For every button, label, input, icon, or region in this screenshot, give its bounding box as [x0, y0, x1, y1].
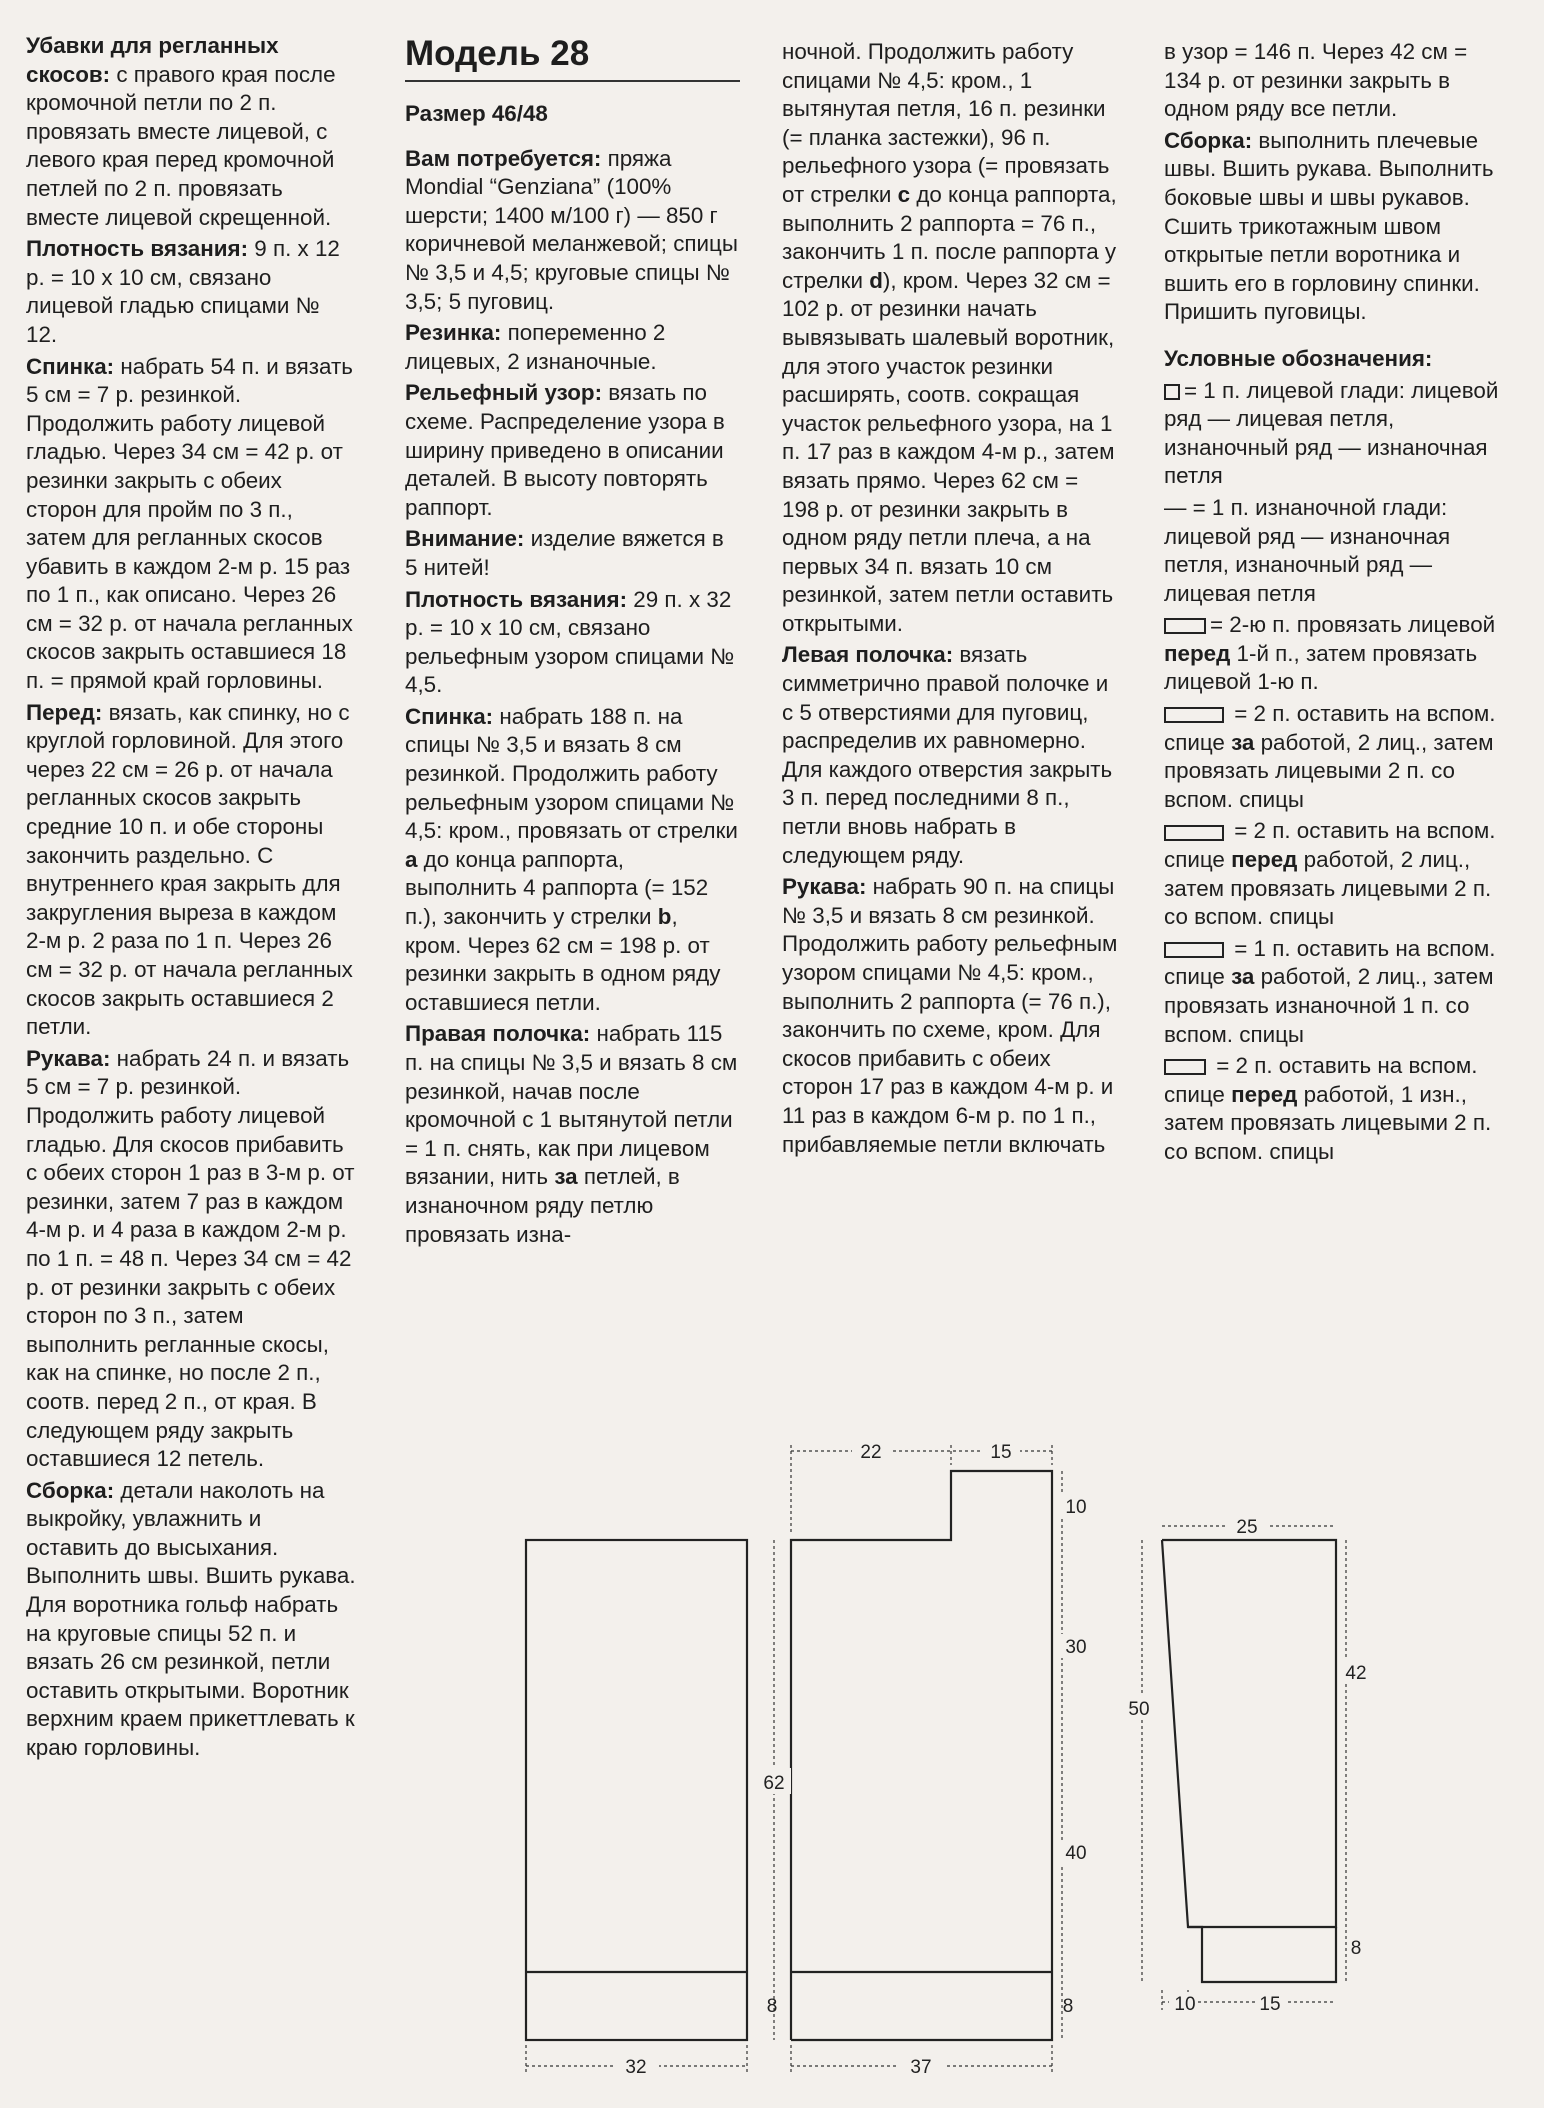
dim-sleeve-upper: 42: [1345, 1663, 1367, 1684]
legend-item-knit: = 1 п. лицевой глади: лицевой ряд — лицевая петля, изнаночный ряд — изнаночная петля: [1164, 377, 1499, 489]
dim-front-top-a: 22: [860, 1442, 882, 1463]
legend-title: Условные обозначения:: [1164, 345, 1433, 371]
paragraph-gauge: Плотность вязания: 9 п. х 12 р. = 10 х 10 см, связано лицевой гладью спицами № 12.: [26, 236, 340, 347]
purl-dash-icon: —: [1164, 494, 1187, 520]
paragraph-back-2: Спинка: набрать 188 п. на спицы № 3,5 и вязать 8 см резинкой. Продолжить работу рельефным узором спицами № 4,5: кром., провязать от стрелки а до конца раппорта, выполнить 4 раппорта (= 152 п.), закончить у стрелки b, кром. Через 62 см = 198 р. от резинки закрыть в одном ряду оставшиеся петли.: [405, 703, 738, 1015]
dim-front-collar: 10: [1065, 1497, 1087, 1518]
dim-back-width: 32: [625, 2057, 647, 2078]
paragraph-assembly: Сборка: детали наколоть на выкройку, увлажнить и оставить до высыхания. Выполнить швы. Вшить рукава. Для воротника гольф набрать на круговые спицы 52 п. и вязать 26 см резинкой, петли оставить открытыми. Воротник верхним краем прикеттлевать к краю горловины.: [26, 1477, 356, 1761]
dim-front-width: 37: [910, 2057, 932, 2078]
paragraph-relief-pattern: Рельефный узор: вязать по схеме. Распределение узора в ширину приведено в описании деталей. В высоту повторять раппорт.: [405, 380, 725, 520]
paragraph-front: Перед: вязать, как спинку, но с круглой горловиной. Для этого через 22 см = 26 р. от начала регланных скосов закрыть средние 10 п. и обе стороны закончить раздельно. С внутреннего края закрыть для закругления выреза в каждом 2-м р. 2 раза по 1 п. Через 26 см = 32 р. от начала регланных скосов закрыть оставшиеся 2 петли.: [26, 699, 353, 1040]
paragraph-right-front: Правая полочка: набрать 115 п. на спицы № 3,5 и вязать 8 см резинкой, начав после кромочной с 1 вытянутой петли = 1 п. снять, как при лицевом вязании, нить за петлей, в изнаночном ряду петлю провязать изна-: [405, 1021, 738, 1247]
paragraph-left-front: Левая полочка: вязать симметрично правой полочке и с 5 отверстиями для пуговиц, распределив их равномерно. Для каждого отверстия закрыть 3 п. перед последними 8 п., петли вновь набрать в следующем ряду.: [782, 642, 1113, 868]
size-label: Размер 46/48: [405, 101, 548, 126]
paragraph-sleeves-cont: в узор = 146 п. Через 42 см = 134 р. от резинки закрыть в одном ряду все петли.: [1164, 39, 1468, 122]
paragraph-right-front-cont: ночной. Продолжить работу спицами № 4,5: кром., 1 вытянутая петля, 16 п. резинки (= планка застежки), 96 п. рельефного узора (= провязать от стрелки с до конца раппорта, выполнить 2 раппорта = 76 п., закончить 1 п. после раппорта у стрелки d), кром. Через 32 см = 102 р. от резинки начать вывязывать шалевый воротник, для этого участок резинки расширять, соотв. сокращая участок рельефного узора, на 1 п. 17 раз в каждом 4-м р., затем вязать прямо. Через 62 см = 198 р. от резинки закрыть в одном ряду петли плеча, а на первых 34 п. вязать 10 см резинкой, затем петли оставить открытыми.: [782, 39, 1117, 636]
paragraph-materials: Вам потребуется: пряжа Mondial “Genziana” (100% шерсти; 1400 м/100 г) — 850 г коричневой меланжевой; спицы № 3,5 и 4,5; круговые спицы № 3,5; 5 пуговиц.: [405, 145, 738, 314]
paragraph-sleeves: Рукава: набрать 24 п. и вязать 5 см = 7 р. резинкой. Продолжить работу лицевой гладью. Для скосов прибавить с обеих сторон 1 раз в 3-м р. от резинки, затем 7 раз в каждом 4-м р. и 4 раза в каждом 2-м р. по 1 п. = 48 п. Через 34 см = 42 р. от резинки закрыть с обеих сторон по 3 п., затем выполнить регланные скосы, как на спинке, но после 2 п., соотв. перед 2 п., от края. В следующем ряду закрыть оставшиеся 12 петель.: [26, 1045, 355, 1472]
paragraph-raglan-decrease: Убавки для регланных скосов: с правого края после кромочной петли по 2 п. провязать вместе лицевой, с левого края перед кромочной петлей по 2 п. провязать вместе лицевой скрещенной.: [26, 33, 336, 230]
dim-sleeve-bottom-b: 15: [1259, 1994, 1281, 2015]
paragraph-sleeves-2: Рукава: набрать 90 п. на спицы № 3,5 и вязать 8 см резинкой. Продолжить работу рельефным узором спицами № 4,5: кром., выполнить 2 раппорта (= 76 п.), закончить по схеме, кром. Для скосов прибавить с обеих сторон 17 раз в каждом 4-м р. и 11 раз в каждом 6-м р. по 1 п., прибавляемые петли включать: [782, 874, 1118, 1157]
dim-sleeve-bottom-a: 10: [1174, 1994, 1196, 2015]
paragraph-gauge-2: Плотность вязания: 29 п. х 32 р. = 10 х 10 см, связано рельефным узором спицами № 4,5.: [405, 586, 735, 698]
paragraph-back: Спинка: набрать 54 п. и вязать 5 см = 7 р. резинкой. Продолжить работу лицевой гладью. Через 34 см = 42 р. от резинки закрыть с обеих сторон для пройм по 3 п., затем для регланных скосов убавить в каждом 2-м р. 15 раз по 1 п., как описано. Через 26 см = 32 р. от начала регланных скосов закрыть оставшиеся 18 п. = прямой край горловины.: [26, 353, 353, 694]
dim-front-top-b: 15: [990, 1442, 1012, 1463]
dim-front-upper: 30: [1065, 1637, 1087, 1658]
dim-back-rib: 8: [766, 1996, 778, 2017]
legend-item-purl: — = 1 п. изнаночной глади: лицевой ряд — изнаночная петля, изнаночный ряд — лицевая петля: [1164, 494, 1451, 606]
legend-item-cable-purl: = 1 п. оставить на вспом. спице за работой, 2 лиц., затем провязать изнаночной 1 п. со вспом. спицы: [1164, 935, 1496, 1047]
paragraph-attention: Внимание: изделие вяжется в 5 нитей!: [405, 526, 724, 580]
paragraph-ribbing: Резинка: попеременно 2 лицевых, 2 изнаночные.: [405, 320, 666, 374]
model-title: Модель 28: [405, 34, 740, 82]
sleeve-cuff-outline: [1188, 1927, 1336, 1982]
dim-sleeve-top: 25: [1236, 1517, 1258, 1538]
legend-item-cross: = 2-ю п. провязать лицевой перед 1-й п., затем провязать лицевой 1-ю п.: [1164, 612, 1496, 695]
legend-item-cable-front: = 2 п. оставить на вспом. спице перед работой, 2 лиц., затем провязать лицевыми 2 п. со вспом. спицы: [1164, 818, 1496, 930]
dim-sleeve-rib: 8: [1350, 1938, 1362, 1959]
dim-front-rib: 8: [1062, 1996, 1074, 2017]
dim-back-height: 62: [763, 1773, 785, 1794]
legend-item-cable-front-purl: = 2 п. оставить на вспом. спице перед работой, 1 изн., затем провязать лицевыми 2 п. со вспом. спицы: [1164, 1053, 1492, 1164]
sleeve-piece-outline: [1162, 1540, 1336, 1927]
dim-front-lower: 40: [1065, 1843, 1087, 1864]
back-piece-outline: [526, 1540, 747, 2040]
paragraph-assembly-2: Сборка: выполнить плечевые швы. Вшить рукава. Выполнить боковые швы и швы рукавов. Сшить трикотажным швом открытые петли воротника и вшить его в горловину спинки. Пришить пуговицы.: [1164, 127, 1494, 325]
dim-sleeve-length: 50: [1128, 1699, 1150, 1720]
front-piece-outline: [791, 1471, 1052, 2040]
legend-item-cable-back: = 2 п. оставить на вспом. спице за работой, 2 лиц., затем провязать лицевыми 2 п. со вспом. спицы: [1164, 701, 1496, 812]
